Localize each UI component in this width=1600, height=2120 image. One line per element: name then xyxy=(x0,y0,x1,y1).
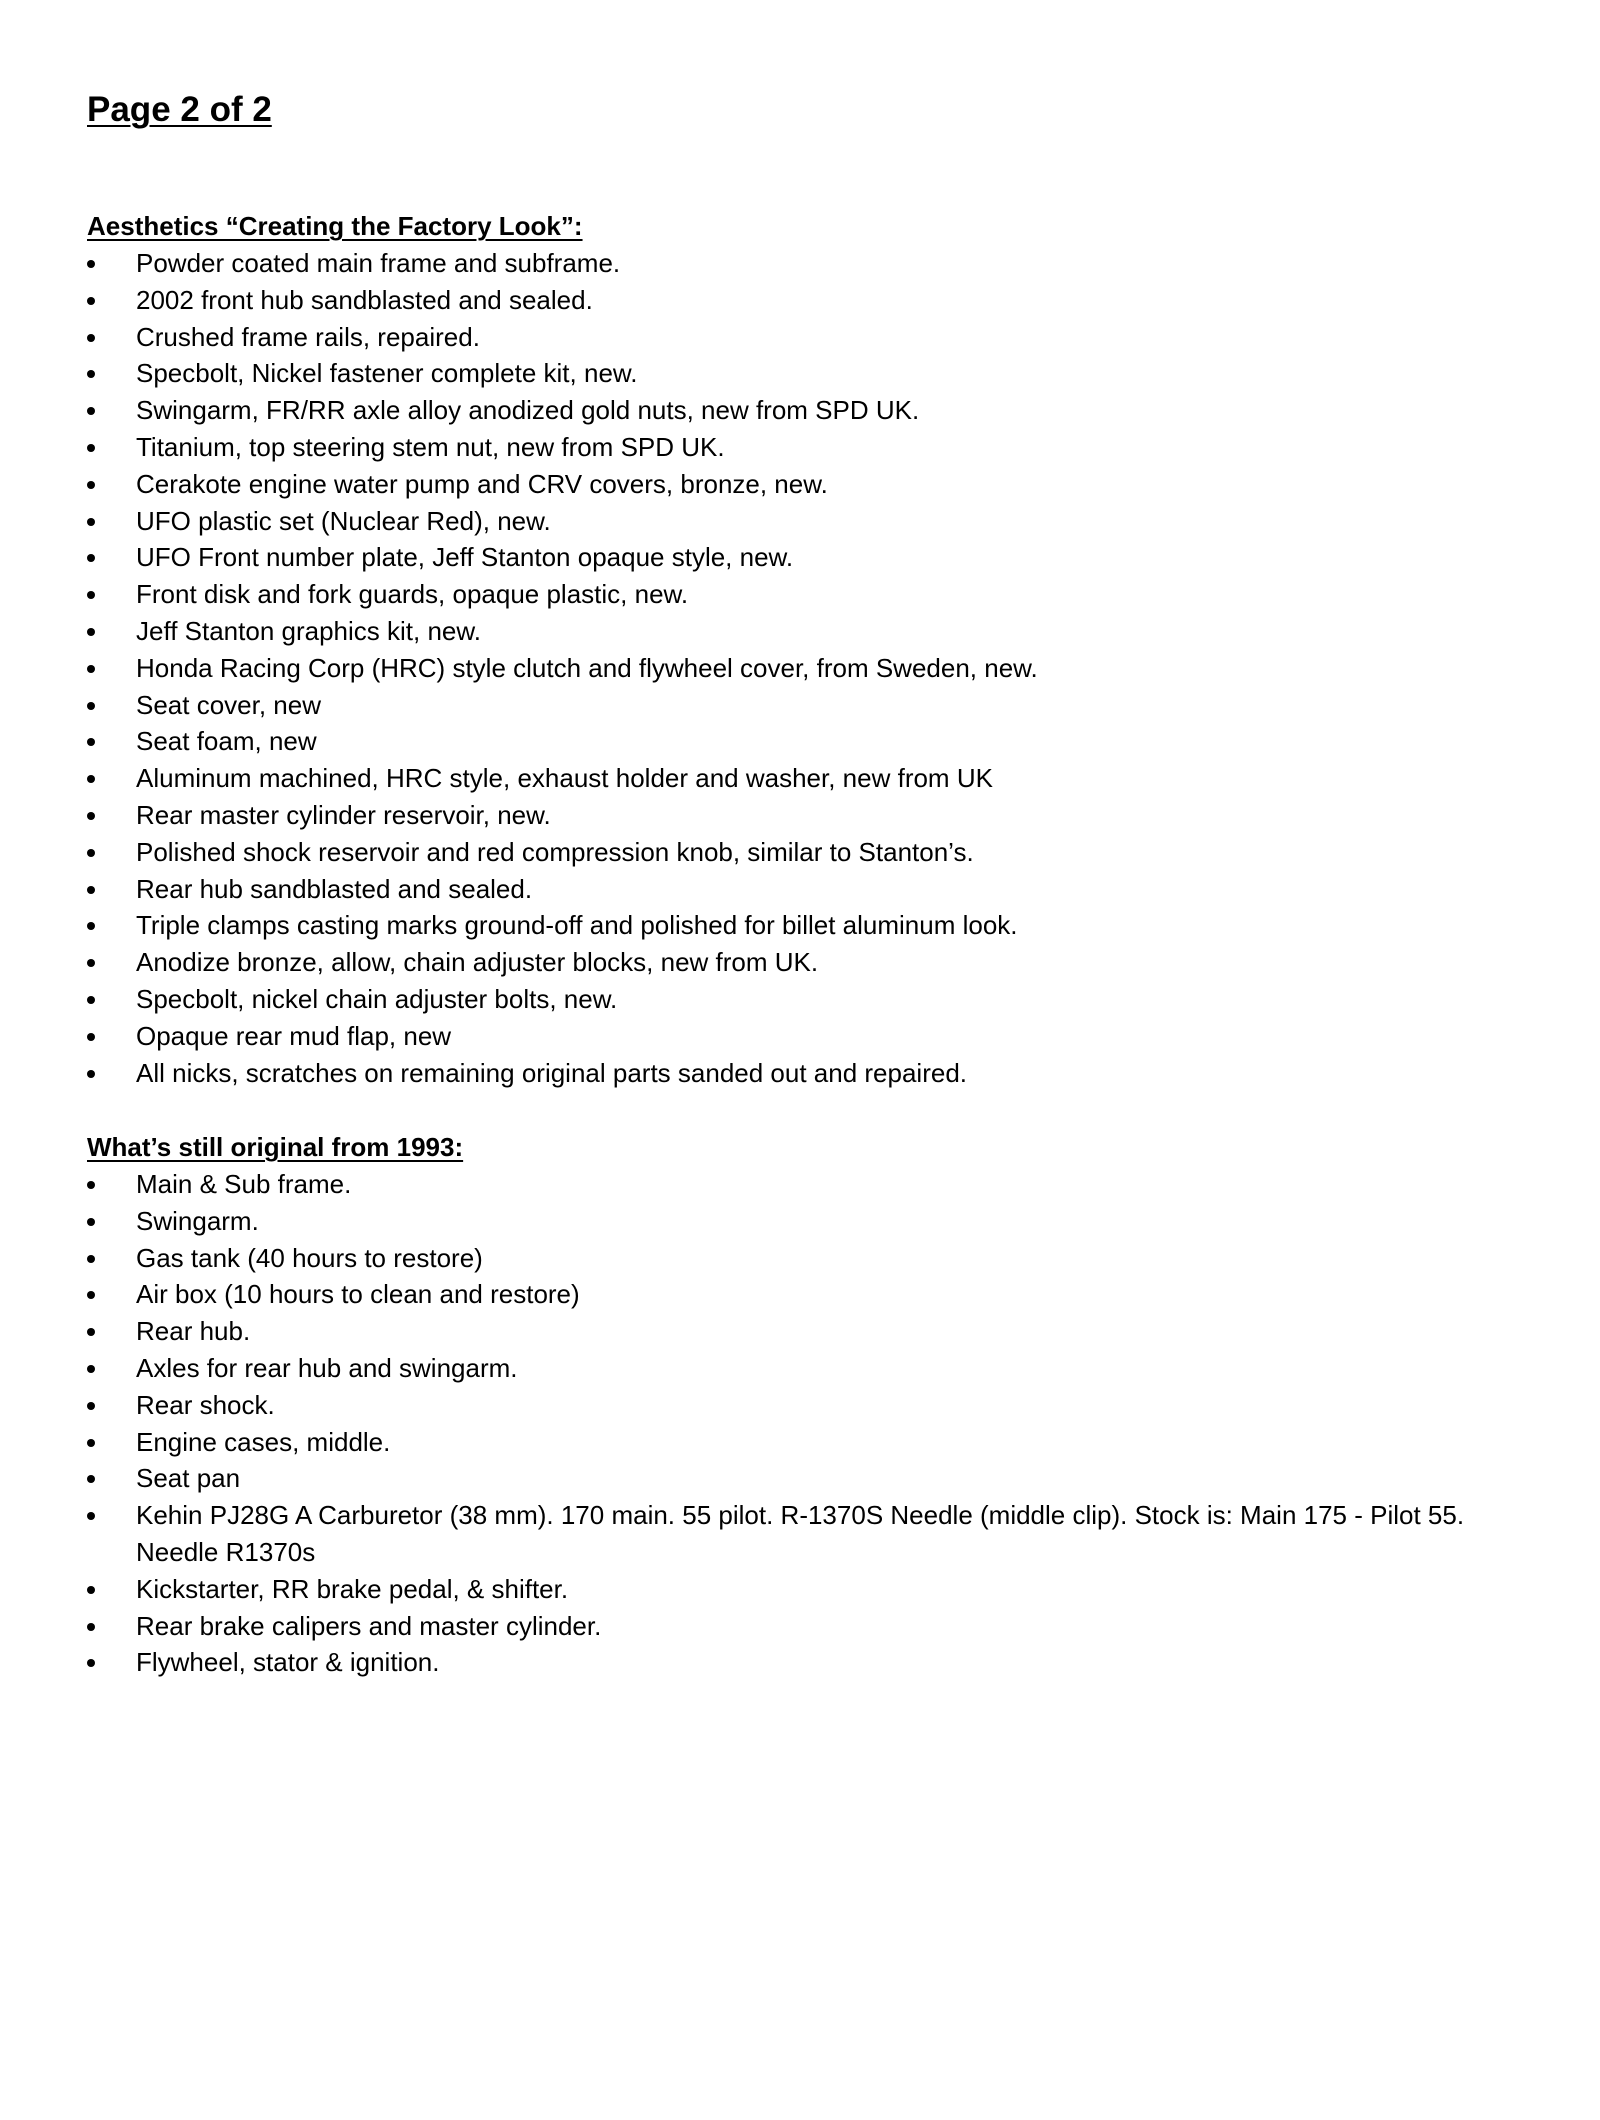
list-item xyxy=(87,723,1496,760)
bullet-icon xyxy=(87,1586,95,1594)
list-item xyxy=(87,503,1496,540)
list-item-text: 2002 front hub sandblasted and sealed. xyxy=(136,284,593,315)
list-item-text: Anodize bronze, allow, chain adjuster blocks, new from UK. xyxy=(136,947,819,978)
list-item xyxy=(87,1608,1496,1645)
list-item xyxy=(87,687,1496,724)
bullet-icon xyxy=(87,702,95,710)
original-parts-list xyxy=(87,1166,1487,1681)
list-item xyxy=(87,1276,1496,1313)
page-title: Page 2 of 2 xyxy=(87,90,272,129)
bullet-icon xyxy=(87,996,95,1004)
list-item xyxy=(87,429,1496,466)
list-item xyxy=(87,1387,1496,1424)
list-item-text: Flywheel, stator & ignition. xyxy=(136,1647,440,1678)
list-item-text: Polished shock reservoir and red compression knob, similar to Stanton’s. xyxy=(136,836,974,867)
list-item xyxy=(87,576,1496,613)
list-item xyxy=(87,907,1496,944)
list-item xyxy=(87,871,1496,908)
list-item-text: Gas tank (40 hours to restore) xyxy=(136,1242,483,1273)
aesthetics-list xyxy=(87,245,1487,1091)
list-item-text: UFO plastic set (Nuclear Red), new. xyxy=(136,505,551,536)
list-item xyxy=(87,760,1496,797)
list-item xyxy=(87,1571,1496,1608)
aesthetics-section xyxy=(87,208,1487,1091)
list-item xyxy=(87,1055,1496,1092)
list-item-text: Rear master cylinder reservoir, new. xyxy=(136,799,551,830)
list-item-text: Seat cover, new xyxy=(136,689,321,720)
bullet-icon xyxy=(87,1218,95,1226)
bullet-icon xyxy=(87,1659,95,1667)
list-item xyxy=(87,613,1496,650)
list-item xyxy=(87,981,1496,1018)
list-item-text: Swingarm, FR/RR axle alloy anodized gold nuts, new from SPD UK. xyxy=(136,395,920,426)
list-item-text: Swingarm. xyxy=(136,1205,259,1236)
bullet-icon xyxy=(87,518,95,526)
list-item-text: Rear hub sandblasted and sealed. xyxy=(136,873,533,904)
bullet-icon xyxy=(87,260,95,268)
list-item-text: Powder coated main frame and subframe. xyxy=(136,248,621,278)
list-item-text: Jeff Stanton graphics kit, new. xyxy=(136,615,481,646)
list-item xyxy=(87,466,1496,503)
list-item xyxy=(87,1497,1496,1571)
list-item xyxy=(87,1166,1496,1203)
bullet-icon xyxy=(87,886,95,894)
list-item-text: Aluminum machined, HRC style, exhaust holder and washer, new from UK xyxy=(136,763,993,794)
bullet-icon xyxy=(87,1255,95,1263)
list-item-text: Front disk and fork guards, opaque plastic, new. xyxy=(136,579,689,610)
list-item-text: Seat pan xyxy=(136,1463,241,1494)
bullet-icon xyxy=(87,738,95,746)
list-item xyxy=(87,282,1496,319)
list-item xyxy=(87,1203,1496,1240)
bullet-icon xyxy=(87,554,95,562)
list-item xyxy=(87,834,1496,871)
list-item xyxy=(87,1018,1496,1055)
bullet-icon xyxy=(87,959,95,967)
list-item xyxy=(87,1644,1496,1681)
list-item xyxy=(87,797,1496,834)
bullet-icon xyxy=(87,665,95,673)
list-item-text: Axles for rear hub and swingarm. xyxy=(136,1352,518,1383)
bullet-icon xyxy=(87,1033,95,1041)
bullet-icon xyxy=(87,1291,95,1299)
list-item xyxy=(87,539,1496,576)
list-item-text: Specbolt, nickel chain adjuster bolts, new. xyxy=(136,983,618,1014)
bullet-icon xyxy=(87,849,95,857)
bullet-icon xyxy=(87,297,95,305)
list-item-text: Air box (10 hours to clean and restore) xyxy=(136,1279,580,1310)
list-item xyxy=(87,392,1496,429)
list-item xyxy=(87,944,1496,981)
bullet-icon xyxy=(87,1623,95,1631)
list-item-text: Rear shock. xyxy=(136,1389,275,1420)
list-item-text: Engine cases, middle. xyxy=(136,1426,391,1457)
list-item-text: Kehin PJ28G A Carburetor (38 mm). 170 main. 55 pilot. R-1370S Needle (middle clip). Stock is: Main 175 - Pilot 55. Needle R1370s xyxy=(136,1500,1465,1567)
list-item xyxy=(87,1460,1496,1497)
list-item-text: Crushed frame rails, repaired. xyxy=(136,321,480,352)
bullet-icon xyxy=(87,1512,95,1520)
list-item xyxy=(87,245,1496,282)
original-parts-heading: What’s still original from 1993: xyxy=(87,1132,464,1162)
bullet-icon xyxy=(87,334,95,342)
bullet-icon xyxy=(87,370,95,378)
list-item xyxy=(87,1240,1496,1277)
bullet-icon xyxy=(87,775,95,783)
bullet-icon xyxy=(87,407,95,415)
list-item-text: Seat foam, new xyxy=(136,726,317,757)
list-item xyxy=(87,355,1496,392)
list-item-text: UFO Front number plate, Jeff Stanton opaque style, new. xyxy=(136,542,794,573)
bullet-icon xyxy=(87,812,95,820)
original-parts-section xyxy=(87,1129,1487,1681)
bullet-icon xyxy=(87,1070,95,1078)
list-item xyxy=(87,1424,1496,1461)
list-item xyxy=(87,1313,1496,1350)
bullet-icon xyxy=(87,1402,95,1410)
list-item xyxy=(87,319,1496,356)
list-item xyxy=(87,650,1496,687)
bullet-icon xyxy=(87,481,95,489)
list-item-text: Main & Sub frame. xyxy=(136,1169,352,1199)
bullet-icon xyxy=(87,628,95,636)
bullet-icon xyxy=(87,1328,95,1336)
bullet-icon xyxy=(87,1181,95,1189)
list-item-text: Triple clamps casting marks ground-off and polished for billet aluminum look. xyxy=(136,910,1018,941)
bullet-icon xyxy=(87,444,95,452)
bullet-icon xyxy=(87,1365,95,1373)
list-item-text: Honda Racing Corp (HRC) style clutch and flywheel cover, from Sweden, new. xyxy=(136,652,1038,683)
list-item-text: Rear brake calipers and master cylinder. xyxy=(136,1610,602,1641)
list-item-text: Cerakote engine water pump and CRV covers, bronze, new. xyxy=(136,468,828,499)
list-item-text: Rear hub. xyxy=(136,1316,251,1347)
list-item-text: Opaque rear mud flap, new xyxy=(136,1020,452,1051)
bullet-icon xyxy=(87,591,95,599)
list-item-text: Titanium, top steering stem nut, new from SPD UK. xyxy=(136,431,725,462)
bullet-icon xyxy=(87,922,95,930)
list-item-text: Specbolt, Nickel fastener complete kit, new. xyxy=(136,358,638,389)
bullet-icon xyxy=(87,1439,95,1447)
bullet-icon xyxy=(87,1475,95,1483)
list-item-text: Kickstarter, RR brake pedal, & shifter. xyxy=(136,1573,569,1604)
list-item xyxy=(87,1350,1496,1387)
list-item-text: All nicks, scratches on remaining original parts sanded out and repaired. xyxy=(136,1057,968,1088)
aesthetics-heading: Aesthetics “Creating the Factory Look”: xyxy=(87,211,583,241)
